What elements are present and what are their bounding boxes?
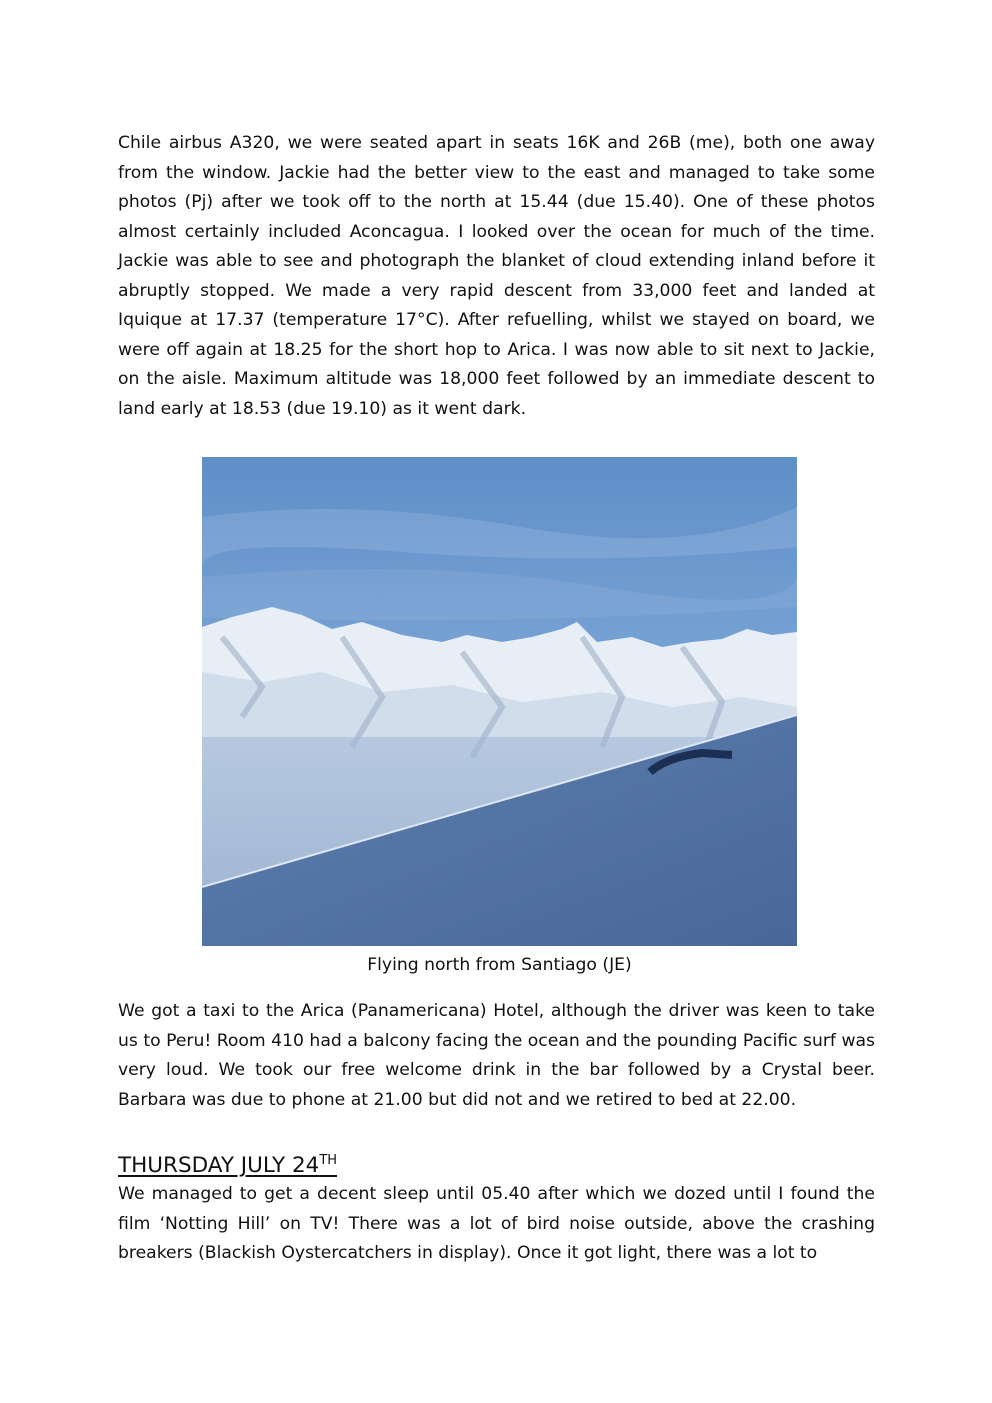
- body-paragraph-flight: Chile airbus A320, we were seated apart in seats 16K and 26B (me), both one away from the window. Jackie had the better view to the east and managed to take some photos (Pj) after we took off to the north at 15.44 (due 15.40). One of these photos almost certainly included Aconcagua. I looked over the ocean for much of the time. Jackie was able to see and photograph the blanket of cloud extending inland before it abruptly stopped. We made a very rapid descent from 33,000 feet and landed at Iquique at 17.37 (temperature 17°C). After refuelling, whilst we stayed on board, we were off again at 18.25 for the short hop to Arica. I was now able to sit next to Jackie, on the aisle. Maximum altitude was 18,000 feet followed by an immediate descent to land early at 18.53 (due 19.10) as it went dark.: [118, 133, 875, 419]
- section-heading-date: [118, 1146, 337, 1181]
- heading-text: THURSDAY JULY 24: [118, 1153, 320, 1179]
- body-paragraph-hotel: We got a taxi to the Arica (Panamericana) Hotel, although the driver was keen to take us to Peru! Room 410 had a balcony facing the ocean and the pounding Pacific surf was very loud. We took our free welcome drink in the bar followed by a Crystal beer. Barbara was due to phone at 21.00 but did not and we retired to bed at 22.00.: [118, 1001, 875, 1110]
- photo-andes-from-plane: [202, 457, 797, 946]
- heading-ordinal-suffix: TH: [319, 1153, 338, 1168]
- body-paragraph-morning: We managed to get a decent sleep until 05.40 after which we dozed until I found the film ‘Notting Hill’ on TV! There was a lot of bird noise outside, above the crashing breakers (Blackish Oystercatchers in display). Once it got light, there was a lot to: [118, 1184, 875, 1263]
- photo-caption: Flying north from Santiago (JE): [367, 955, 632, 975]
